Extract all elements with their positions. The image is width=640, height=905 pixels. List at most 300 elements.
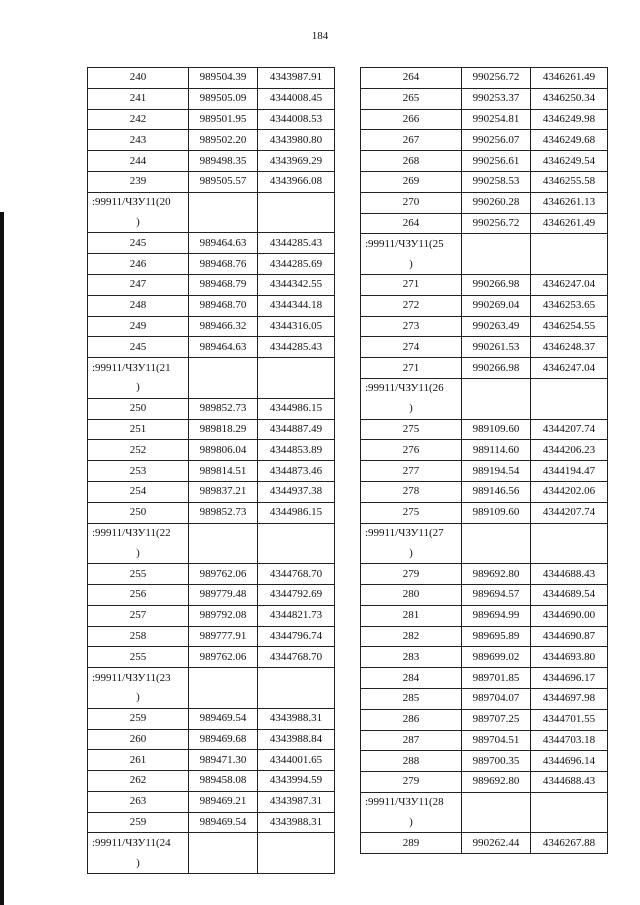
point-number: 257 (88, 605, 189, 626)
y-coordinate: 4343988.84 (258, 729, 335, 750)
point-number: 252 (88, 440, 189, 461)
empty-cell (189, 358, 258, 378)
point-number: 259 (88, 812, 189, 833)
empty-cell (531, 792, 608, 812)
table-row (361, 337, 608, 358)
point-number: 265 (361, 88, 462, 109)
x-coordinate: 989704.07 (462, 688, 531, 709)
empty-cell (531, 523, 608, 543)
x-coordinate: 989501.95 (189, 109, 258, 130)
y-coordinate: 4344202.06 (531, 481, 608, 502)
table-row (88, 502, 335, 523)
y-coordinate: 4346249.54 (531, 151, 608, 172)
table-row (361, 751, 608, 772)
table-row (88, 88, 335, 109)
point-number: 250 (88, 398, 189, 419)
x-coordinate: 989505.09 (189, 88, 258, 109)
x-coordinate: 989466.32 (189, 316, 258, 337)
parcel-label-close: ) (88, 213, 189, 233)
x-coordinate: 989818.29 (189, 419, 258, 440)
x-coordinate: 989469.68 (189, 729, 258, 750)
point-number: 263 (88, 791, 189, 812)
point-number: 284 (361, 668, 462, 689)
empty-cell (258, 358, 335, 378)
point-number: 286 (361, 709, 462, 730)
parcel-label-close: ) (88, 853, 189, 873)
table-row (361, 564, 608, 585)
empty-cell (258, 192, 335, 212)
point-number: 268 (361, 151, 462, 172)
table-row (88, 812, 335, 833)
x-coordinate: 989468.76 (189, 254, 258, 275)
table-row (361, 605, 608, 626)
y-coordinate: 4346255.58 (531, 171, 608, 192)
table-row (88, 647, 335, 668)
table-row (361, 481, 608, 502)
table-row (361, 358, 608, 379)
point-number: 282 (361, 626, 462, 647)
table-row (88, 109, 335, 130)
x-coordinate: 989464.63 (189, 233, 258, 254)
parcel-label-close: ) (361, 399, 462, 419)
parcel-label-row (88, 668, 335, 688)
parcel-label-row (361, 234, 608, 254)
parcel-label: :99911/ЧЗУ11(21 (88, 358, 189, 378)
table-row (88, 151, 335, 172)
y-coordinate: 4343969.29 (258, 151, 335, 172)
empty-cell (258, 853, 335, 873)
table-row (88, 481, 335, 502)
empty-cell (189, 688, 258, 708)
scan-margin-bar (0, 212, 4, 905)
empty-cell (189, 833, 258, 853)
x-coordinate: 990262.44 (462, 833, 531, 854)
point-number: 287 (361, 730, 462, 751)
point-number: 250 (88, 502, 189, 523)
y-coordinate: 4344688.43 (531, 564, 608, 585)
x-coordinate: 990266.98 (462, 274, 531, 295)
empty-cell (462, 813, 531, 833)
y-coordinate: 4344701.55 (531, 709, 608, 730)
x-coordinate: 989498.35 (189, 151, 258, 172)
table-row (88, 750, 335, 771)
point-number: 254 (88, 481, 189, 502)
table-row (88, 68, 335, 89)
table-row (361, 584, 608, 605)
point-number: 273 (361, 316, 462, 337)
table-row (361, 192, 608, 213)
empty-cell (462, 378, 531, 398)
table-row (88, 564, 335, 585)
empty-cell (189, 543, 258, 563)
table-row (88, 626, 335, 647)
x-coordinate: 990258.53 (462, 171, 531, 192)
y-coordinate: 4344008.45 (258, 88, 335, 109)
x-coordinate: 989762.06 (189, 647, 258, 668)
parcel-label-close: ) (88, 543, 189, 563)
point-number: 276 (361, 440, 462, 461)
point-number: 289 (361, 833, 462, 854)
y-coordinate: 4343966.08 (258, 171, 335, 192)
parcel-label-close: ) (361, 254, 462, 274)
x-coordinate: 990269.04 (462, 295, 531, 316)
table-row (361, 668, 608, 689)
y-coordinate: 4344689.54 (531, 584, 608, 605)
y-coordinate: 4344703.18 (531, 730, 608, 751)
right-coordinate-table (360, 67, 608, 854)
empty-cell (462, 254, 531, 274)
x-coordinate: 990261.53 (462, 337, 531, 358)
point-number: 258 (88, 626, 189, 647)
parcel-label-row-cont (88, 213, 335, 233)
point-number: 261 (88, 750, 189, 771)
x-coordinate: 989694.99 (462, 605, 531, 626)
x-coordinate: 989777.91 (189, 626, 258, 647)
x-coordinate: 989471.30 (189, 750, 258, 771)
point-number: 253 (88, 461, 189, 482)
point-number: 288 (361, 751, 462, 772)
y-coordinate: 4344693.80 (531, 647, 608, 668)
point-number: 285 (361, 688, 462, 709)
y-coordinate: 4343980.80 (258, 130, 335, 151)
x-coordinate: 989700.35 (462, 751, 531, 772)
parcel-label-row-cont (361, 254, 608, 274)
table-row (361, 130, 608, 151)
x-coordinate: 989852.73 (189, 502, 258, 523)
x-coordinate: 990256.72 (462, 213, 531, 234)
y-coordinate: 4344887.49 (258, 419, 335, 440)
page-number: 184 (311, 30, 329, 42)
y-coordinate: 4344937.38 (258, 481, 335, 502)
table-row (88, 605, 335, 626)
parcel-label-row (88, 192, 335, 212)
x-coordinate: 990256.07 (462, 130, 531, 151)
table-row (361, 109, 608, 130)
table-row (361, 502, 608, 523)
parcel-label-row (88, 833, 335, 853)
y-coordinate: 4344873.46 (258, 461, 335, 482)
point-number: 260 (88, 729, 189, 750)
table-row (88, 295, 335, 316)
x-coordinate: 989505.57 (189, 171, 258, 192)
x-coordinate: 989109.60 (462, 419, 531, 440)
point-number: 280 (361, 584, 462, 605)
x-coordinate: 989469.21 (189, 791, 258, 812)
table-row (361, 419, 608, 440)
point-number: 272 (361, 295, 462, 316)
y-coordinate: 4344696.14 (531, 751, 608, 772)
x-coordinate: 989837.21 (189, 481, 258, 502)
empty-cell (189, 668, 258, 688)
table-row (361, 730, 608, 751)
x-coordinate: 989469.54 (189, 812, 258, 833)
parcel-label-row-cont (88, 378, 335, 398)
parcel-label-row-cont (361, 813, 608, 833)
y-coordinate: 4344285.43 (258, 337, 335, 358)
table-row (361, 709, 608, 730)
y-coordinate: 4344316.05 (258, 316, 335, 337)
parcel-label-row-cont (88, 543, 335, 563)
x-coordinate: 989762.06 (189, 564, 258, 585)
empty-cell (462, 234, 531, 254)
point-number: 267 (361, 130, 462, 151)
y-coordinate: 4344697.98 (531, 688, 608, 709)
y-coordinate: 4344207.74 (531, 419, 608, 440)
point-number: 270 (361, 192, 462, 213)
table-row (361, 440, 608, 461)
y-coordinate: 4344821.73 (258, 605, 335, 626)
point-number: 283 (361, 647, 462, 668)
empty-cell (258, 543, 335, 563)
table-row (88, 130, 335, 151)
y-coordinate: 4343988.31 (258, 708, 335, 729)
point-number: 239 (88, 171, 189, 192)
empty-cell (258, 523, 335, 543)
empty-cell (531, 399, 608, 419)
parcel-label-close: ) (361, 813, 462, 833)
point-number: 245 (88, 233, 189, 254)
point-number: 279 (361, 772, 462, 793)
empty-cell (258, 378, 335, 398)
point-number: 271 (361, 358, 462, 379)
point-number: 241 (88, 88, 189, 109)
table-row (88, 274, 335, 295)
parcel-label: :99911/ЧЗУ11(27 (361, 523, 462, 543)
table-row (361, 833, 608, 854)
x-coordinate: 989469.54 (189, 708, 258, 729)
x-coordinate: 989779.48 (189, 584, 258, 605)
y-coordinate: 4346267.88 (531, 833, 608, 854)
point-number: 244 (88, 151, 189, 172)
point-number: 245 (88, 337, 189, 358)
table-row (361, 213, 608, 234)
y-coordinate: 4344690.00 (531, 605, 608, 626)
y-coordinate: 4344008.53 (258, 109, 335, 130)
y-coordinate: 4346261.13 (531, 192, 608, 213)
x-coordinate: 989109.60 (462, 502, 531, 523)
point-number: 281 (361, 605, 462, 626)
x-coordinate: 989468.79 (189, 274, 258, 295)
y-coordinate: 4344768.70 (258, 564, 335, 585)
y-coordinate: 4344853.89 (258, 440, 335, 461)
table-row (361, 88, 608, 109)
empty-cell (531, 234, 608, 254)
point-number: 255 (88, 647, 189, 668)
x-coordinate: 989692.80 (462, 772, 531, 793)
table-row (88, 791, 335, 812)
empty-cell (462, 523, 531, 543)
y-coordinate: 4344690.87 (531, 626, 608, 647)
parcel-label-row-cont (361, 399, 608, 419)
empty-cell (189, 192, 258, 212)
empty-cell (258, 213, 335, 233)
table-row (361, 772, 608, 793)
y-coordinate: 4346261.49 (531, 213, 608, 234)
table-row (88, 171, 335, 192)
point-number: 269 (361, 171, 462, 192)
point-number: 279 (361, 564, 462, 585)
x-coordinate: 990253.37 (462, 88, 531, 109)
parcel-label-row (88, 358, 335, 378)
parcel-label: :99911/ЧЗУ11(20 (88, 192, 189, 212)
x-coordinate: 989707.25 (462, 709, 531, 730)
x-coordinate: 990260.28 (462, 192, 531, 213)
x-coordinate: 989792.08 (189, 605, 258, 626)
y-coordinate: 4346249.98 (531, 109, 608, 130)
empty-cell (531, 813, 608, 833)
y-coordinate: 4346254.55 (531, 316, 608, 337)
y-coordinate: 4344344.18 (258, 295, 335, 316)
x-coordinate: 990254.81 (462, 109, 531, 130)
y-coordinate: 4344285.43 (258, 233, 335, 254)
table-row (88, 440, 335, 461)
point-number: 264 (361, 68, 462, 89)
x-coordinate: 989146.56 (462, 481, 531, 502)
table-row (88, 254, 335, 275)
point-number: 243 (88, 130, 189, 151)
x-coordinate: 989692.80 (462, 564, 531, 585)
y-coordinate: 4343994.59 (258, 771, 335, 792)
y-coordinate: 4344768.70 (258, 647, 335, 668)
point-number: 242 (88, 109, 189, 130)
point-number: 264 (361, 213, 462, 234)
x-coordinate: 989504.39 (189, 68, 258, 89)
x-coordinate: 989695.89 (462, 626, 531, 647)
parcel-label-row (88, 523, 335, 543)
parcel-label-close: ) (88, 688, 189, 708)
y-coordinate: 4346250.34 (531, 88, 608, 109)
point-number: 262 (88, 771, 189, 792)
point-number: 278 (361, 481, 462, 502)
x-coordinate: 990256.72 (462, 68, 531, 89)
y-coordinate: 4346249.68 (531, 130, 608, 151)
parcel-label: :99911/ЧЗУ11(28 (361, 792, 462, 812)
parcel-label-row (361, 378, 608, 398)
left-coordinate-table (87, 67, 335, 874)
empty-cell (189, 853, 258, 873)
table-row (88, 708, 335, 729)
table-row (361, 151, 608, 172)
x-coordinate: 989704.51 (462, 730, 531, 751)
empty-cell (462, 399, 531, 419)
x-coordinate: 990263.49 (462, 316, 531, 337)
table-row (88, 233, 335, 254)
x-coordinate: 989194.54 (462, 461, 531, 482)
empty-cell (462, 792, 531, 812)
point-number: 271 (361, 274, 462, 295)
point-number: 275 (361, 419, 462, 440)
table-row (88, 316, 335, 337)
parcel-label-row-cont (88, 688, 335, 708)
point-number: 277 (361, 461, 462, 482)
empty-cell (189, 378, 258, 398)
table-row (361, 274, 608, 295)
table-row (88, 419, 335, 440)
point-number: 256 (88, 584, 189, 605)
empty-cell (531, 378, 608, 398)
empty-cell (189, 213, 258, 233)
y-coordinate: 4344986.15 (258, 502, 335, 523)
y-coordinate: 4344688.43 (531, 772, 608, 793)
table-row (361, 688, 608, 709)
x-coordinate: 989701.85 (462, 668, 531, 689)
x-coordinate: 989502.20 (189, 130, 258, 151)
y-coordinate: 4343988.31 (258, 812, 335, 833)
table-row (361, 461, 608, 482)
parcel-label-row (361, 523, 608, 543)
y-coordinate: 4344342.55 (258, 274, 335, 295)
x-coordinate: 989114.60 (462, 440, 531, 461)
empty-cell (258, 688, 335, 708)
y-coordinate: 4346247.04 (531, 274, 608, 295)
x-coordinate: 989468.70 (189, 295, 258, 316)
parcel-label-close: ) (88, 378, 189, 398)
y-coordinate: 4344207.74 (531, 502, 608, 523)
table-row (361, 68, 608, 89)
empty-cell (258, 833, 335, 853)
point-number: 275 (361, 502, 462, 523)
point-number: 266 (361, 109, 462, 130)
y-coordinate: 4343987.31 (258, 791, 335, 812)
parcel-label-row (361, 792, 608, 812)
point-number: 249 (88, 316, 189, 337)
table-row (88, 461, 335, 482)
x-coordinate: 989699.02 (462, 647, 531, 668)
point-number: 247 (88, 274, 189, 295)
y-coordinate: 4344986.15 (258, 398, 335, 419)
point-number: 251 (88, 419, 189, 440)
table-row (361, 316, 608, 337)
empty-cell (189, 523, 258, 543)
y-coordinate: 4346247.04 (531, 358, 608, 379)
y-coordinate: 4344285.69 (258, 254, 335, 275)
parcel-label: :99911/ЧЗУ11(26 (361, 378, 462, 398)
x-coordinate: 989852.73 (189, 398, 258, 419)
x-coordinate: 989814.51 (189, 461, 258, 482)
table-row (88, 398, 335, 419)
point-number: 255 (88, 564, 189, 585)
parcel-label: :99911/ЧЗУ11(24 (88, 833, 189, 853)
y-coordinate: 4344796.74 (258, 626, 335, 647)
point-number: 240 (88, 68, 189, 89)
point-number: 248 (88, 295, 189, 316)
point-number: 246 (88, 254, 189, 275)
x-coordinate: 989806.04 (189, 440, 258, 461)
y-coordinate: 4344001.65 (258, 750, 335, 771)
x-coordinate: 990256.61 (462, 151, 531, 172)
y-coordinate: 4343987.91 (258, 68, 335, 89)
x-coordinate: 990266.98 (462, 358, 531, 379)
y-coordinate: 4346253.65 (531, 295, 608, 316)
y-coordinate: 4346261.49 (531, 68, 608, 89)
table-row (361, 647, 608, 668)
empty-cell (258, 668, 335, 688)
y-coordinate: 4344696.17 (531, 668, 608, 689)
point-number: 259 (88, 708, 189, 729)
point-number: 274 (361, 337, 462, 358)
table-row (88, 584, 335, 605)
y-coordinate: 4344792.69 (258, 584, 335, 605)
table-row (361, 295, 608, 316)
parcel-label: :99911/ЧЗУ11(22 (88, 523, 189, 543)
y-coordinate: 4344194.47 (531, 461, 608, 482)
table-row (88, 729, 335, 750)
table-row (361, 171, 608, 192)
parcel-label-row-cont (88, 853, 335, 873)
table-row (361, 626, 608, 647)
table-row (88, 337, 335, 358)
parcel-label: :99911/ЧЗУ11(23 (88, 668, 189, 688)
